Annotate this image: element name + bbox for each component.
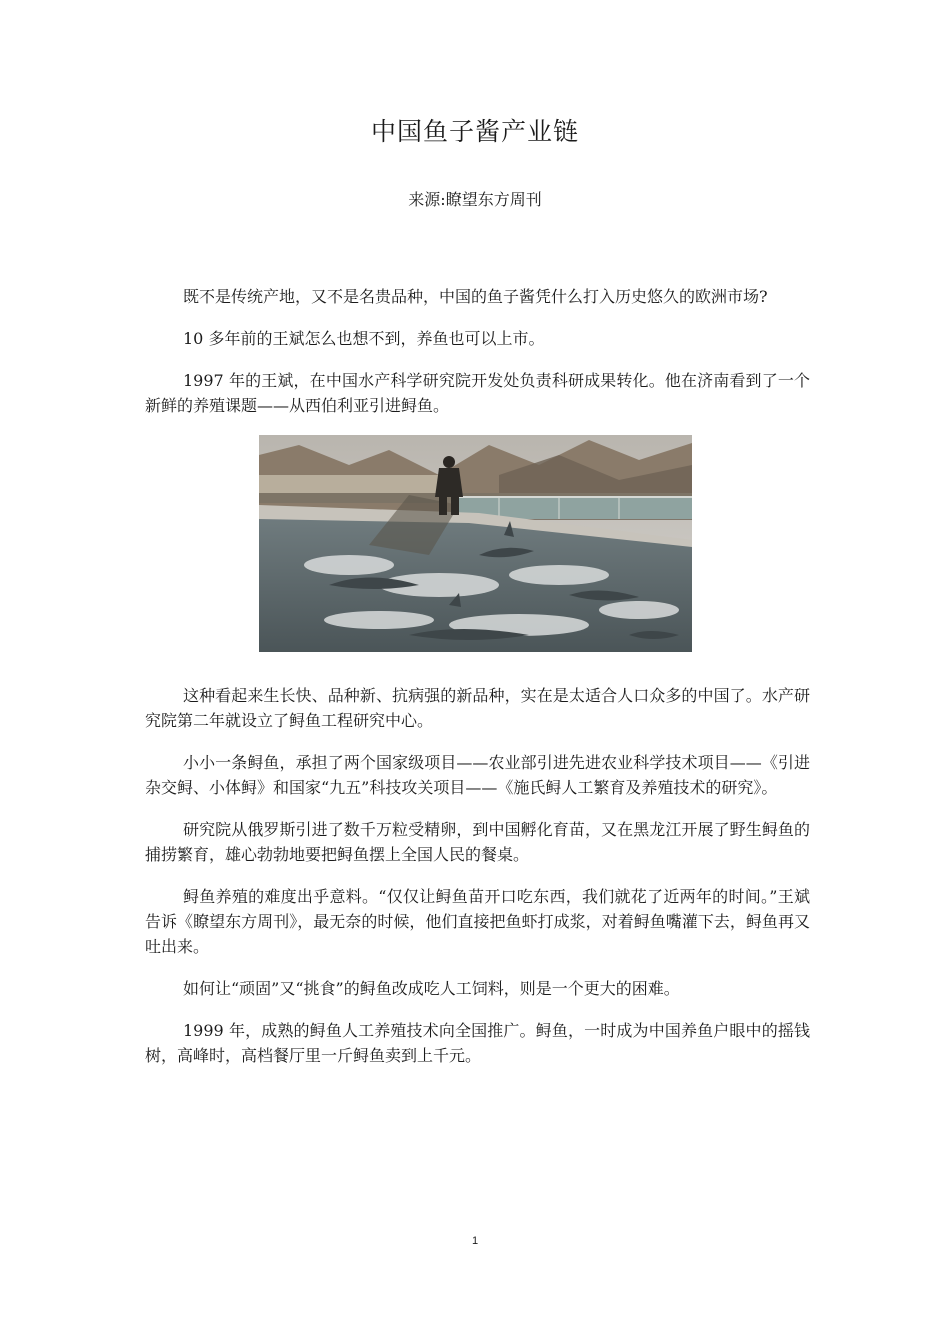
document-title: 中国鱼子酱产业链 [370, 117, 579, 146]
paragraph: 10 多年前的王斌怎么也想不到，养鱼也可以上市。 [183, 329, 545, 348]
document-source: 来源:瞭望东方周刊 [408, 190, 542, 209]
paragraph: 研究院从俄罗斯引进了数千万粒受精卵，到中国孵化育苗，又在黑龙江开展了野生鲟鱼的捕捞繁育，雄心勃勃地要把鲟鱼摆上全国人民的餐桌。 [145, 820, 810, 864]
paragraph: 1997 年的王斌，在中国水产科学研究院开发处负责科研成果转化。他在济南看到了一个新鲜的养殖课题——从西伯利亚引进鲟鱼。 [145, 371, 810, 415]
fish-farm-photo [259, 435, 692, 652]
document-body [145, 284, 810, 1085]
paragraph: 这种看起来生长快、品种新、抗病强的新品种，实在是太适合人口众多的中国了。水产研究院第二年就设立了鲟鱼工程研究中心。 [145, 686, 810, 730]
paragraph: 如何让“顽固”又“挑食”的鲟鱼改成吃人工饲料，则是一个更大的困难。 [183, 979, 680, 998]
photo-fish-farm-pond-icon [259, 435, 692, 652]
paragraph: 小小一条鲟鱼，承担了两个国家级项目——农业部引进先进农业科学技术项目——《引进杂交鲟、小体鲟》和国家“九五”科技攻关项目——《施氏鲟人工繁育及养殖技术的研究》。 [145, 753, 810, 797]
paragraph: 既不是传统产地，又不是名贵品种，中国的鱼子酱凭什么打入历史悠久的欧洲市场? [183, 287, 768, 306]
paragraph: 鲟鱼养殖的难度出乎意料。“仅仅让鲟鱼苗开口吃东西，我们就花了近两年的时间。”王斌告诉《瞭望东方周刊》，最无奈的时候，他们直接把鱼虾打成浆，对着鲟鱼嘴灌下去，鲟鱼再又吐出来。 [145, 887, 810, 956]
page-number: 1 [471, 1235, 479, 1247]
paragraph: 1999 年，成熟的鲟鱼人工养殖技术向全国推广。鲟鱼，一时成为中国养鱼户眼中的摇钱树，高峰时，高档餐厅里一斤鲟鱼卖到上千元。 [145, 1021, 810, 1065]
